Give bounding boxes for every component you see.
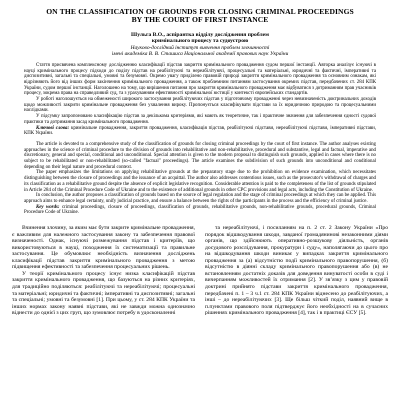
author-block bbox=[12, 32, 388, 57]
title-line-2: BY THE COURT OF FIRST INSTANCE bbox=[131, 15, 269, 25]
abstract-ua-paragraph-2: У роботі наголошується на обмеженості широкого застосування реабілітуючих підстав у підготовчому провадженні через невизначеність доктринальних доходів щодо можливості закрити кримінальне провадження без ухвалення вироку. Пропонується класифікувати підстави за їх юридичною природою та процесуальними наслідками. bbox=[24, 97, 376, 114]
abstract-en-paragraph-1: The article is devoted to a comprehensive study of the classification of grounds for closing criminal proceedings by the court of first instance. The author analyses existing approaches in the science of criminal procedure to the division of grounds into rehabilitative and non-rehabilitative, procedural and substantive, legal and factual, imperative and discretionary, general and special, conditional and unconditional. Special attention is given to the modern proposal to distinguish such grounds, applied in cases where there is no subject to be rehabilitated or non-rehabilitated (so-called "factual" proceedings). The article examines the subdivision of such grounds into unconditional and conditional depending on their legal nature and procedural context. bbox=[24, 141, 376, 170]
abstract-en-paragraph-2: The paper emphasizes the limitations on applying rehabilitative grounds at the preparatory stage due to the prohibition on evidence examination, which necessitates distinguishing between the closure of proceedings and the issuance of an acquittal. The author also addresses contentious issues, such as the prosecutor's withdrawal of charges and its classification as a rehabilitative ground despite the absence of explicit legislative recognition. Considerable attention is paid to the completeness of the list of grounds stipulated in Article 284 of the Criminal Procedure Code of Ukraine and to the existence of additional grounds in other CPC provisions and legal acts, including the Constitution of Ukraine. bbox=[24, 170, 376, 193]
body-column-left bbox=[12, 225, 195, 317]
document-page bbox=[0, 8, 400, 408]
keywords-english bbox=[24, 205, 376, 216]
abstract-en-paragraph-3: In conclusion, the author proposes a classification of grounds based on the source of legal regulation and the stage of criminal proceedings at which they can be applied. This approach aims to enhance legal certainty, unify judicial practice, and ensure a balance between the rights of the participants in the process and the efficiency of criminal justice. bbox=[24, 193, 376, 204]
author-affiliation bbox=[12, 45, 388, 57]
abstract-ua-paragraph-3: У підсумку запропоновано класифікацію підстав за декількома критеріями, які мають як теоретичне, так і практичне значення для забезпечення єдності судової практики та дотримання засад кримінального провадження. bbox=[24, 114, 376, 125]
affiliation-line-1: Науково-дослідний інститут вивчення проблем злочинності bbox=[130, 44, 270, 51]
keywords-ua-label: Ключові слова: bbox=[36, 125, 70, 131]
keywords-ua-text: кримінальне провадження, закриття провадження, класифікація підстав, реабілітуючі підстави, нереабілітуючі підстави, імперативні підстави, КПК України. bbox=[24, 125, 376, 137]
author-line-1: Шульга В.О., аспірантка відділу дослідження проблем bbox=[131, 31, 269, 38]
abstract-ukrainian bbox=[24, 63, 376, 126]
author-line-2: кримінального процесу та судоустрою bbox=[151, 38, 249, 45]
body-left-paragraph-1: Вчинення злочину, за яким має бути закрите кримінальне провадження, є важливим для належного застосування закону та забезпечення правової визначеності. Однак, існуючі розмежування підстав і критеріїв, що використовуються в науці, походження їх систематизації та правильне застосування. Це обумовлює необхідність визначення досліджень класифікації підстав закриття кримінального провадження з метою підвищення ефективності та забезпечення процесуальних рішень. bbox=[12, 225, 195, 271]
title-line-1: ON THE CLASSIFICATION OF GROUNDS FOR CLOSING CRIMINAL PROCEEDINGS bbox=[46, 7, 354, 16]
body-right-paragraph-1: та нереабілітуючі, і посиланням на п. 2 ст. 2 Закону України «Про порядок відшкодування шкоди, завданої громадянинові незаконними діями органів, що здійснюють оперативно-розшукову діяльність, органів досудового розслідування, прокуратури і суду», наполягаючи до цього про на відшкодування шкоди виникає у випадках закриття кримінального провадження за (a) відсутністю події кримінального правопорушення, (б) відсутністю в діянні складу кримінального правопорушення або (в) не встановленням достатніх доказів для доведення винуватості особи в суді і вичерпанням можливостей їх отримання [2]. У зв’язку з цим у правовій доктрині прийнято підстави закриття кримінального провадження, передбачені п. 1 – 3 ч.1 ст. 284 КПК України віднесено до реабілітуючих, а інші – до нереабілітуючих [3]. Ще більш чіткий поділ, наявний вище в п.пунктами правового поля підтверджує його необхідності на в сучасних рішеннях кримінального провадження [4], так і в практиці ЄСУ [5]. bbox=[205, 225, 388, 317]
abstract-english bbox=[24, 142, 376, 205]
keywords-en-text: criminal proceedings, closure of proceedings, classification of grounds, rehabilitative grounds, non-rehabilitative grounds, procedural grounds, Criminal Procedure Code of Ukraine. bbox=[24, 204, 376, 216]
abstract-ua-paragraph-1: Стаття присвячена комплексному дослідженню класифікації підстав закриття кримінального провадження судом першої інстанції. Авторка аналізує існуючі в науці кримінального процесу підходи до поділу підстав на реабілітуючі та нереабілітуючі, процесуальні та матеріальні, юридичні та фактичні, імперативні та диспозитивні, загальні та спеціальні, умовні та безумовні. Окремо увагу приділено правовій природі закриття кримінального провадження та основним ознакам, які відрізняють його від інших форм закінчення кримінального провадження, а також проблемним питанням застосування окремих підстав, передбачених ст. 284 КПК України, судом першої інстанції. Наголошено на тому, що вирішення питання про закриття кримінального провадження має відбуватися з дотриманням прав учасників процесу, зокрема права на справедливий суд, та з урахуванням ефективності кримінальної юстиції у контексті європейських стандартів. bbox=[24, 62, 376, 97]
keywords-en-label: Key words: bbox=[36, 204, 60, 210]
keywords-ukrainian bbox=[24, 126, 376, 137]
body-left-paragraph-2: У теорії кримінального процесу існує низка класифікацій підстав закриття кримінального провадження, що базуються на різних критеріях, для традиційно поділяються: реабілітуючі та нереабілітуючі; процесуальні та матеріальні; юридичні та фактичні; імперативні та диспозитивні; загальні та спеціальні; умовні та безумовні [1]. При цьому, у ст. 284 КПК України та інших нормах закону наявні підстави, які не завжди можна однозначно віднести до однієї з цих груп, що зумовлює потребу в удосконаленні bbox=[12, 270, 195, 317]
body-columns bbox=[12, 225, 388, 317]
author-name bbox=[12, 32, 388, 45]
article-title bbox=[12, 8, 388, 25]
body-column-right bbox=[205, 225, 388, 317]
affiliation-line-2: імені академіка В. В. Сташиса Національної академії правових наук України bbox=[111, 50, 289, 57]
